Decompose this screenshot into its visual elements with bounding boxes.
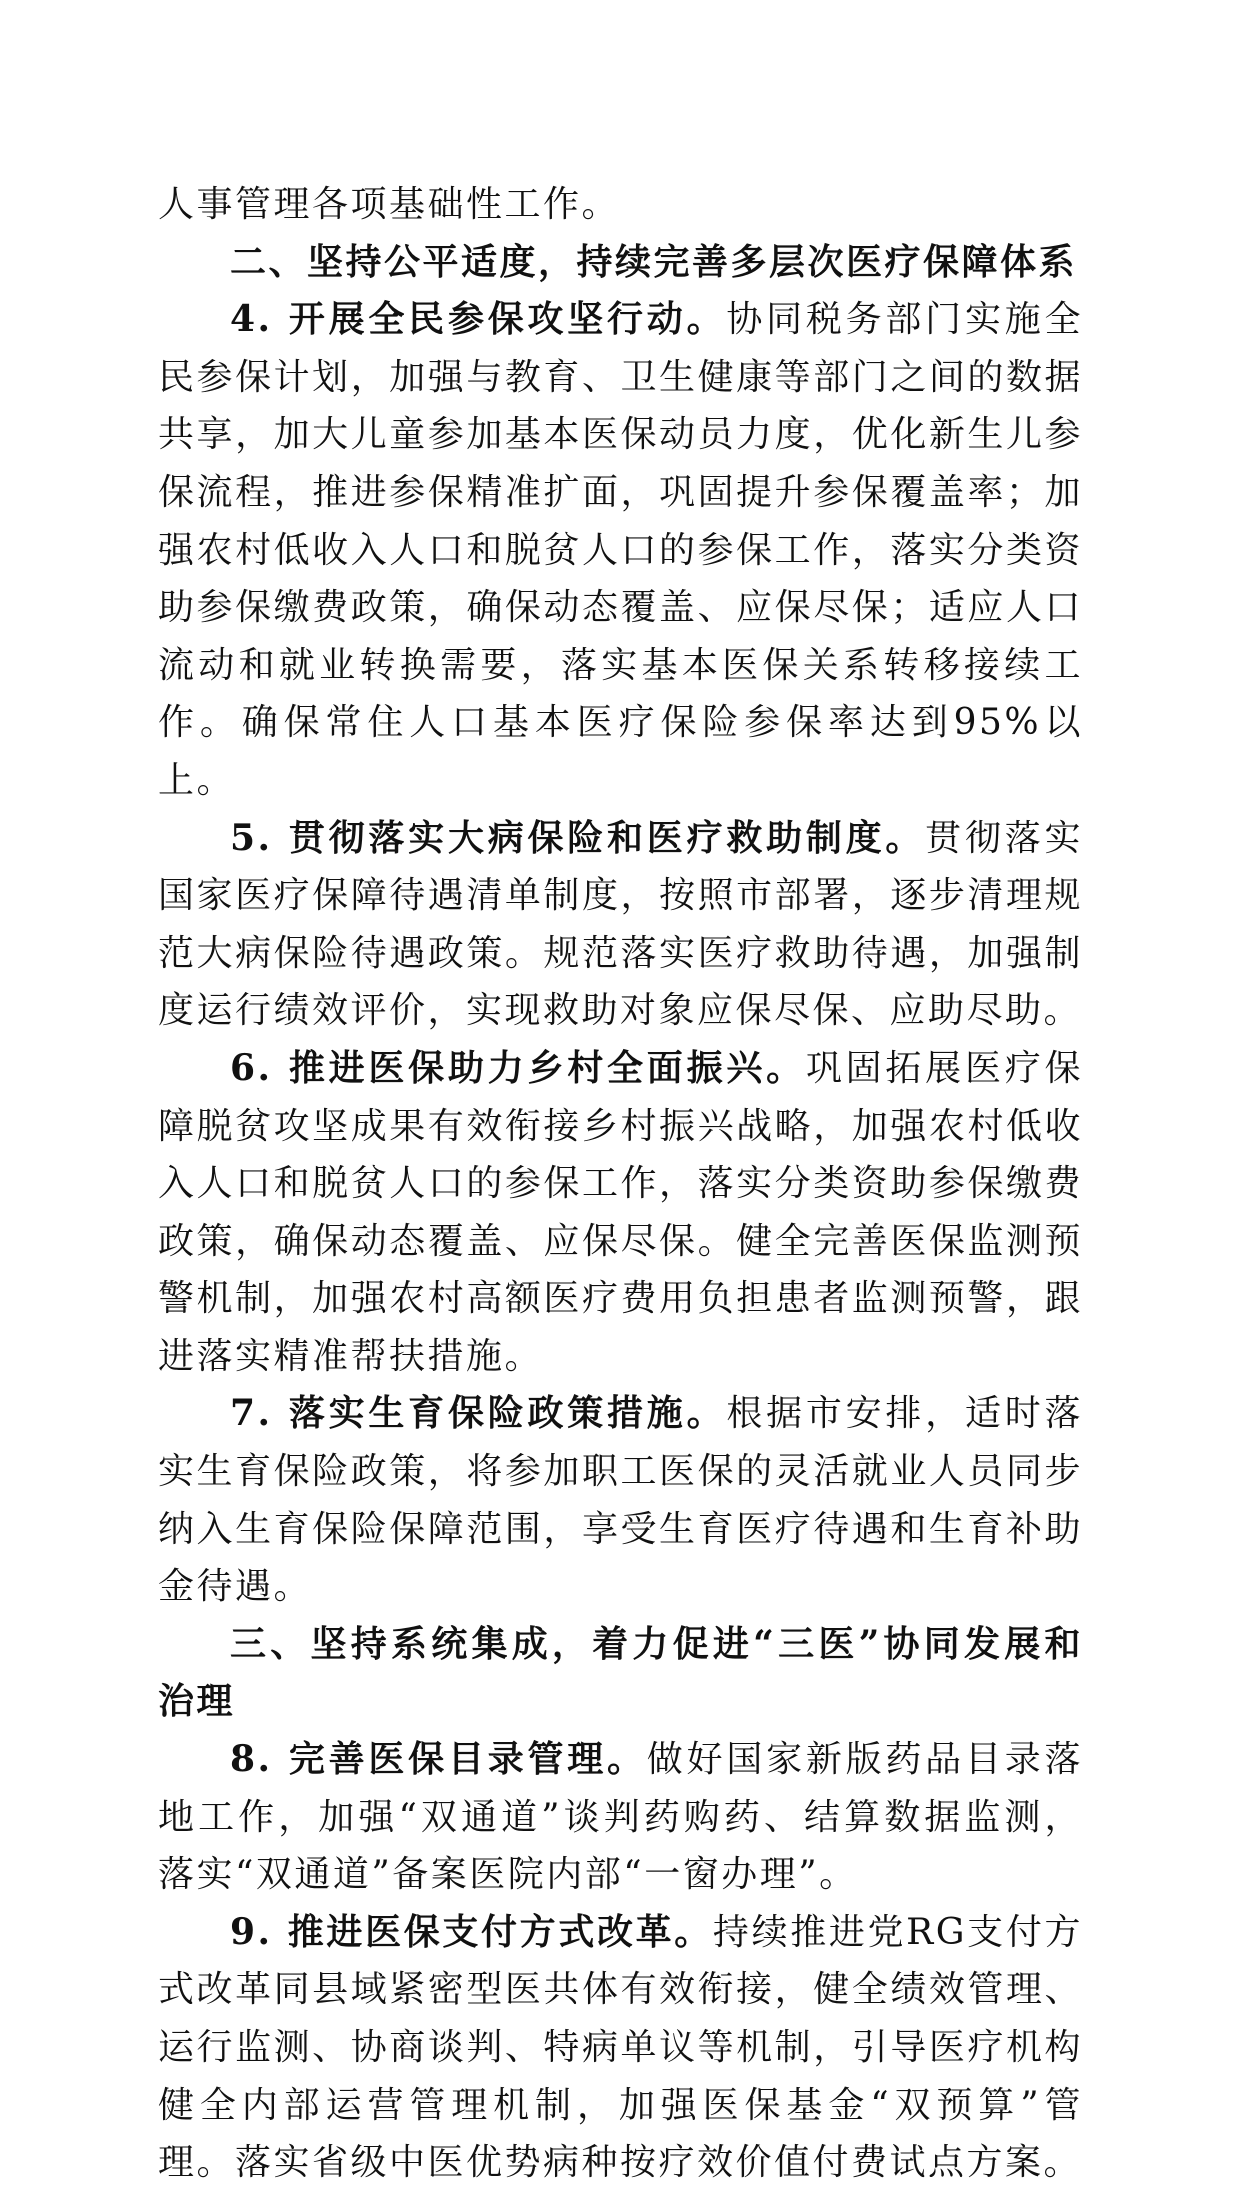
document-page <box>158 176 1083 2192</box>
section-heading-3 <box>158 1616 1083 1731</box>
item-6-paragraph <box>158 1040 1083 1386</box>
item-8-paragraph <box>158 1731 1083 1904</box>
item-5-body: 贯彻落实国家医疗保障待遇清单制度，按照市部署，逐步清理规范大病保险待遇政策。规范落实医疗救助待遇，加强制度运行绩效评价，实现救助对象应保尽保、应助尽助。 <box>158 817 1083 1032</box>
item-7-title: 7. 落实生育保险政策措施。 <box>230 1392 727 1435</box>
section-heading-2 <box>158 234 1083 292</box>
item-4-body: 协同税务部门实施全民参保计划，加强与教育、卫生健康等部门之间的数据共享，加大儿童参加基本医保动员力度，优化新生儿参保流程，推进参保精准扩面，巩固提升参保覆盖率；加强农村低收入人口和脱贫人口的参保工作，落实分类资助参保缴费政策，确保动态覆盖、应保尽保；适应人口流动和就业转换需要，落实基本医保关系转移接续工作。确保常住人口基本医疗保险参保率达到95%以上。 <box>158 299 1083 801</box>
item-7-paragraph <box>158 1385 1083 1615</box>
item-5-paragraph <box>158 810 1083 1040</box>
heading-text: 二、坚持公平适度，持续完善多层次医疗保障体系 <box>230 240 1078 283</box>
item-4-title: 4. 开展全民参保攻坚行动。 <box>230 298 727 341</box>
continued-paragraph <box>158 176 1083 234</box>
item-5-title: 5. 贯彻落实大病保险和医疗救助制度。 <box>230 816 926 859</box>
item-9-title: 9. 推进医保支付方式改革。 <box>230 1910 713 1953</box>
heading-text: 三、坚持系统集成，着力促进“三医”协同发展和治理 <box>158 1622 1083 1723</box>
item-8-title: 8. 完善医保目录管理。 <box>230 1738 647 1781</box>
item-6-body: 巩固拓展医疗保障脱贫攻坚成果有效衔接乡村振兴战略，加强农村低收入人口和脱贫人口的参保工作，落实分类资助参保缴费政策，确保动态覆盖、应保尽保。健全完善医保监测预警机制，加强农村高额医疗费用负担患者监测预警，跟进落实精准帮扶措施。 <box>158 1047 1083 1377</box>
paragraph-text: 人事管理各项基础性工作。 <box>158 184 621 225</box>
item-9-body: 持续推进党RG支付方式改革同县域紧密型医共体有效衔接，健全绩效管理、运行监测、协商谈判、特病单议等机制，引导医疗机构健全内部运营管理机制，加强医保基金“双预算”管理。落实省级中医优势病种按疗效价值付费试点方案。 <box>158 1911 1083 2184</box>
item-7-body: 根据市安排，适时落实生育保险政策，将参加职工医保的灵活就业人员同步纳入生育保险保障范围，享受生育医疗待遇和生育补助金待遇。 <box>158 1393 1083 1608</box>
item-9-paragraph <box>158 1904 1083 2192</box>
item-8-body: 做好国家新版药品目录落地工作，加强“双通道”谈判药购药、结算数据监测，落实“双通道”备案医院内部“一窗办理”。 <box>158 1739 1083 1896</box>
item-4-paragraph <box>158 291 1083 809</box>
item-6-title: 6. 推进医保助力乡村全面振兴。 <box>230 1046 806 1089</box>
